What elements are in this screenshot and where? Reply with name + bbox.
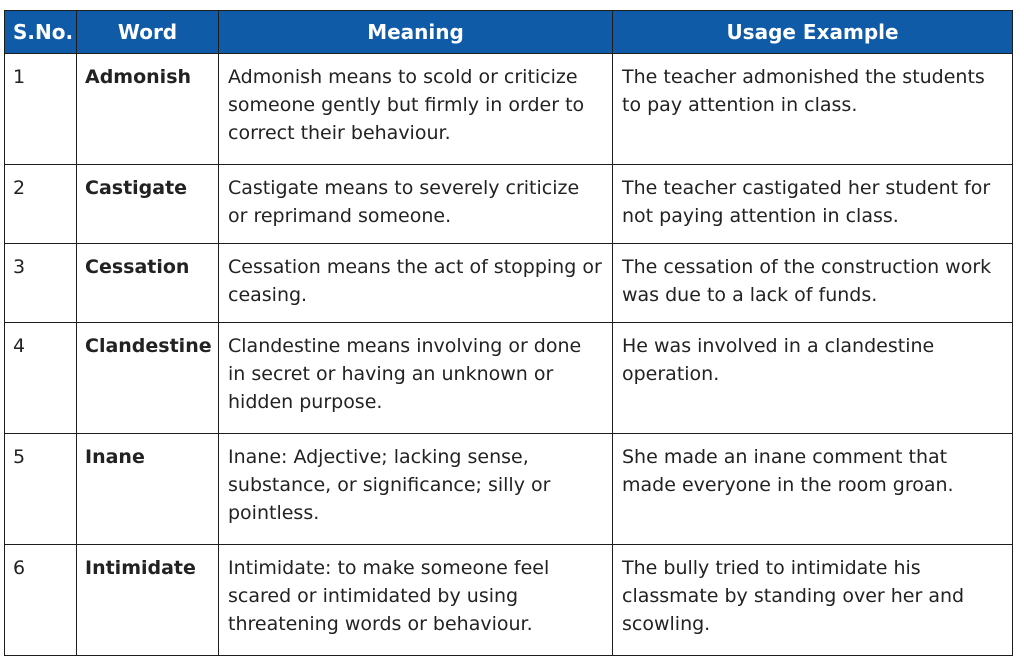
row-example: The bully tried to intimidate his classmate by standing over her and scowling. xyxy=(613,545,1013,656)
row-meaning: Inane: Adjective; lacking sense, substance, or significance; silly or pointless. xyxy=(219,434,613,545)
table-row xyxy=(5,54,1013,165)
row-number: 3 xyxy=(5,244,77,323)
row-example: The teacher admonished the students to pay attention in class. xyxy=(613,54,1013,165)
row-word: Castigate xyxy=(77,165,219,244)
table-row xyxy=(5,545,1013,656)
vocabulary-table xyxy=(4,10,1013,656)
row-number: 4 xyxy=(5,323,77,434)
row-number: 6 xyxy=(5,545,77,656)
row-number: 1 xyxy=(5,54,77,165)
row-meaning: Admonish means to scold or criticize someone gently but firmly in order to correct their behaviour. xyxy=(219,54,613,165)
row-number: 5 xyxy=(5,434,77,545)
header-meaning: Meaning xyxy=(219,11,613,54)
row-word: Cessation xyxy=(77,244,219,323)
row-word: Clandestine xyxy=(77,323,219,434)
row-meaning: Clandestine means involving or done in secret or having an unknown or hidden purpose. xyxy=(219,323,613,434)
row-example: The cessation of the construction work was due to a lack of funds. xyxy=(613,244,1013,323)
row-meaning: Intimidate: to make someone feel scared or intimidated by using threatening words or behaviour. xyxy=(219,545,613,656)
header-row xyxy=(5,11,1013,54)
row-example: He was involved in a clandestine operation. xyxy=(613,323,1013,434)
table-row xyxy=(5,244,1013,323)
row-example: She made an inane comment that made everyone in the room groan. xyxy=(613,434,1013,545)
row-example: The teacher castigated her student for not paying attention in class. xyxy=(613,165,1013,244)
header-sno: S.No. xyxy=(5,11,77,54)
table-row xyxy=(5,434,1013,545)
row-word: Inane xyxy=(77,434,219,545)
row-meaning: Castigate means to severely criticize or reprimand someone. xyxy=(219,165,613,244)
row-number: 2 xyxy=(5,165,77,244)
row-word: Intimidate xyxy=(77,545,219,656)
header-usage-example: Usage Example xyxy=(613,11,1013,54)
table-row xyxy=(5,165,1013,244)
row-meaning: Cessation means the act of stopping or ceasing. xyxy=(219,244,613,323)
row-word: Admonish xyxy=(77,54,219,165)
header-word: Word xyxy=(77,11,219,54)
table-row xyxy=(5,323,1013,434)
